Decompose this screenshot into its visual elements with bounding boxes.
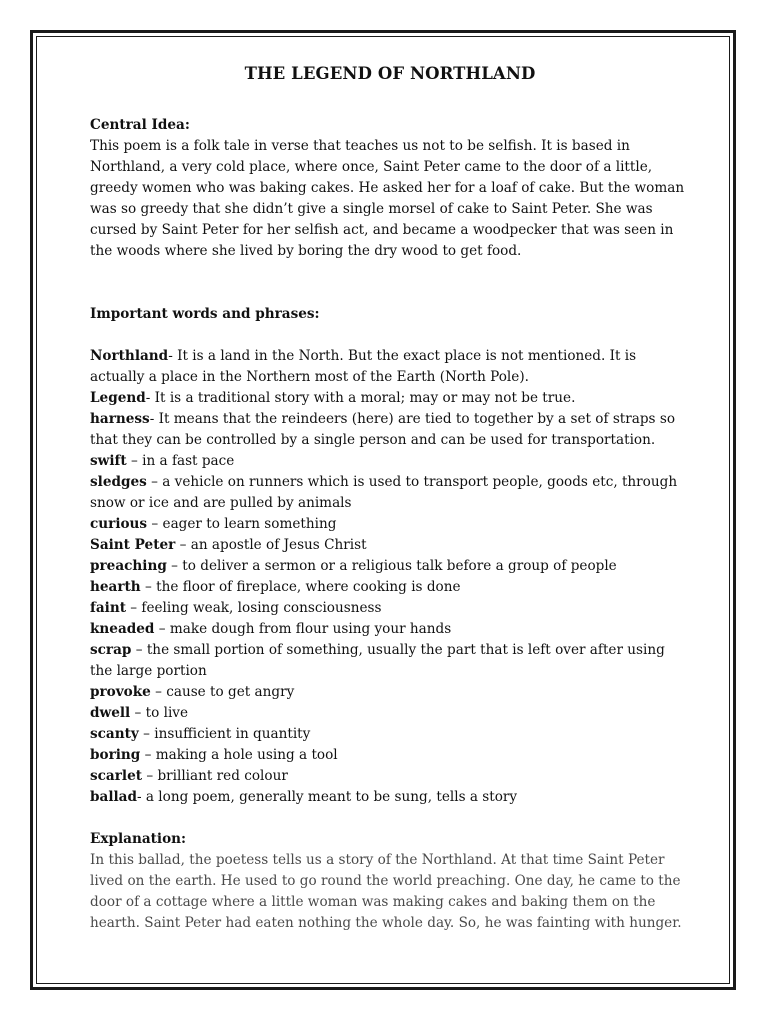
definition-term: Legend bbox=[90, 390, 146, 406]
definition-item bbox=[90, 346, 690, 388]
important-words-heading: Important words and phrases: bbox=[90, 306, 320, 322]
important-words-section bbox=[90, 304, 690, 808]
definition-term: sledges bbox=[90, 474, 147, 490]
definition-text: – make dough from flour using your hands bbox=[154, 621, 452, 637]
definition-term: Saint Peter bbox=[90, 537, 176, 553]
central-idea-text: This poem is a folk tale in verse that teaches us not to be selfish. It is based in Northland, a very cold place, where once, Saint Peter came to the door of a little, greedy women who was baking cakes. He asked her for a loaf of cake. But the woman was so greedy that she didn’t give a single morsel of cake to Saint Peter. She was cursed by Saint Peter for her selfish act, and became a woodpecker that was seen in the woods where she lived by boring the dry wood to get food. bbox=[90, 138, 685, 259]
definition-item bbox=[90, 598, 690, 619]
definition-text: – eager to learn something bbox=[147, 516, 337, 532]
definition-text: – in a fast pace bbox=[126, 453, 235, 469]
explanation-text: In this ballad, the poetess tells us a story of the Northland. At that time Saint Peter lived on the earth. He used to go round the world preaching. One day, he came to the door of a cottage where a little woman was making cakes and baking them on the hearth. Saint Peter had eaten nothing the whole day. So, he was fainting with hunger. bbox=[90, 852, 682, 931]
definition-item bbox=[90, 703, 690, 724]
definition-item bbox=[90, 640, 690, 682]
explanation-heading: Explanation: bbox=[90, 831, 187, 847]
document-body bbox=[90, 60, 690, 934]
definition-term: ballad bbox=[90, 789, 137, 805]
definition-item bbox=[90, 535, 690, 556]
definition-item bbox=[90, 619, 690, 640]
definition-item bbox=[90, 388, 690, 409]
definition-term: dwell bbox=[90, 705, 131, 721]
definition-term: scrap bbox=[90, 642, 132, 658]
definition-text: – feeling weak, losing consciousness bbox=[125, 600, 382, 616]
definition-item bbox=[90, 787, 690, 808]
definition-text: – to deliver a sermon or a religious talk before a group of people bbox=[166, 558, 617, 574]
definition-term: hearth bbox=[90, 579, 141, 595]
definition-text: – insufficient in quantity bbox=[138, 726, 311, 742]
central-idea-heading: Central Idea: bbox=[90, 117, 190, 133]
definition-item bbox=[90, 724, 690, 745]
spacer bbox=[90, 262, 690, 304]
spacer bbox=[90, 325, 690, 346]
definition-text: - It is a traditional story with a moral; may or may not be true. bbox=[145, 390, 576, 406]
definition-term: swift bbox=[90, 453, 127, 469]
definition-term: scanty bbox=[90, 726, 139, 742]
definition-item bbox=[90, 682, 690, 703]
definition-text: – the small portion of something, usually the part that is left over after using the large portion bbox=[90, 642, 665, 679]
definition-term: harness bbox=[90, 411, 150, 427]
central-idea-section bbox=[90, 115, 690, 262]
definition-item bbox=[90, 472, 690, 514]
definition-text: - It means that the reindeers (here) are tied to together by a set of straps so that they can be controlled by a single person and can be used for transportation. bbox=[90, 411, 676, 448]
definition-item bbox=[90, 577, 690, 598]
definition-item bbox=[90, 745, 690, 766]
definition-text: – making a hole using a tool bbox=[140, 747, 338, 763]
definition-text: – to live bbox=[130, 705, 189, 721]
definition-text: – brilliant red colour bbox=[142, 768, 288, 784]
definition-text: – the floor of fireplace, where cooking is done bbox=[140, 579, 461, 595]
document-title: THE LEGEND OF NORTHLAND bbox=[244, 64, 536, 83]
definition-term: kneaded bbox=[90, 621, 155, 637]
definition-item bbox=[90, 409, 690, 451]
definition-term: faint bbox=[90, 600, 126, 616]
definition-text: – an apostle of Jesus Christ bbox=[175, 537, 367, 553]
definition-text: – a vehicle on runners which is used to transport people, goods etc, through snow or ice and are pulled by animals bbox=[90, 474, 678, 511]
definition-term: curious bbox=[90, 516, 148, 532]
definition-term: provoke bbox=[90, 684, 151, 700]
definition-item bbox=[90, 766, 690, 787]
definition-item bbox=[90, 514, 690, 535]
definition-term: boring bbox=[90, 747, 141, 763]
definition-term: preaching bbox=[90, 558, 167, 574]
definition-item bbox=[90, 451, 690, 472]
spacer bbox=[90, 808, 690, 829]
definition-text: - It is a land in the North. But the exact place is not mentioned. It is actually a place in the Northern most of the Earth (North Pole). bbox=[90, 348, 637, 385]
definition-term: Northland bbox=[90, 348, 169, 364]
definition-text: – cause to get angry bbox=[150, 684, 295, 700]
definition-term: scarlet bbox=[90, 768, 142, 784]
definition-item bbox=[90, 556, 690, 577]
definition-text: - a long poem, generally meant to be sung, tells a story bbox=[136, 789, 518, 805]
explanation-section bbox=[90, 829, 690, 934]
